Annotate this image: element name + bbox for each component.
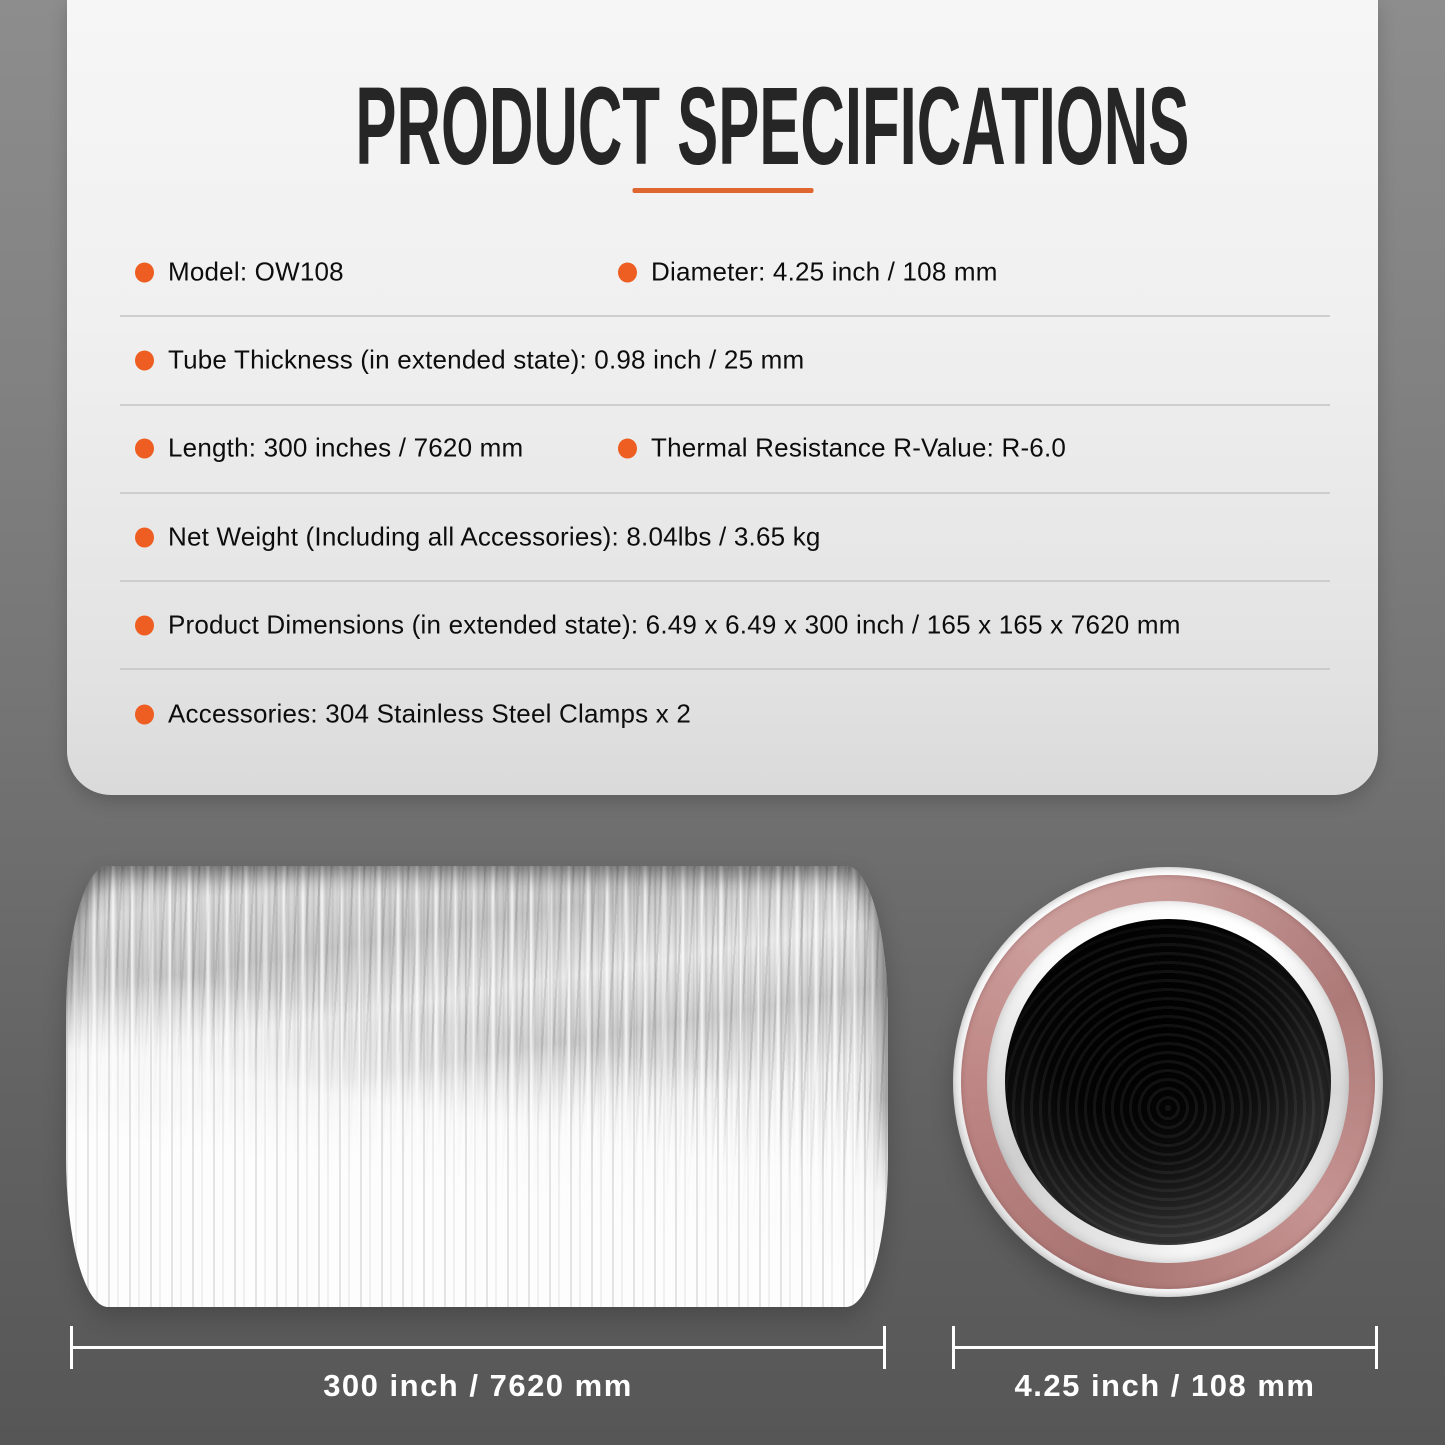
bullet-icon: [135, 262, 154, 282]
spec-text: Diameter: 4.25 inch / 108 mm: [651, 256, 998, 287]
diameter-dimension-label: 4.25 inch / 108 mm: [1014, 1368, 1316, 1403]
spec-item-r-value: [618, 433, 1066, 464]
length-dimension-label: 300 inch / 7620 mm: [323, 1368, 633, 1403]
dimension-line: [70, 1346, 886, 1349]
bullet-icon: [135, 704, 154, 724]
spec-text: Thermal Resistance R-Value: R-6.0: [651, 432, 1067, 463]
insulated-duct-side-photo: [66, 866, 888, 1307]
bullet-icon: [135, 350, 154, 370]
bullet-icon: [135, 438, 154, 458]
spec-item-length: [135, 433, 523, 464]
duct-interior: [1005, 919, 1331, 1245]
spec-text: Length: 300 inches / 7620 mm: [168, 432, 524, 463]
dimension-tick: [1375, 1326, 1378, 1369]
spec-text: Accessories: 304 Stainless Steel Clamps x 2: [168, 698, 692, 729]
dimension-tick: [883, 1326, 886, 1369]
row-divider: [120, 404, 1330, 406]
foil-crinkle-texture: [66, 866, 888, 1307]
bullet-icon: [135, 615, 154, 635]
title-underline: [632, 188, 813, 193]
bullet-icon: [618, 438, 637, 458]
bullet-icon: [135, 527, 154, 547]
spec-item-model: [135, 257, 344, 288]
spec-item-net-weight: [135, 522, 821, 553]
spec-text: Product Dimensions (in extended state): 6.49 x 6.49 x 300 inch / 165 x 165 x 7620 mm: [168, 609, 1181, 640]
specs-card: [67, 0, 1378, 795]
row-divider: [120, 580, 1330, 582]
row-divider: [120, 315, 1330, 317]
page-title: PRODUCT SPECIFICATIONS: [355, 65, 1190, 188]
row-divider: [120, 492, 1330, 494]
spec-text: Tube Thickness (in extended state): 0.98 inch / 25 mm: [168, 344, 805, 375]
bullet-icon: [618, 262, 637, 282]
spec-item-accessories: [135, 699, 691, 730]
spec-item-tube-thickness: [135, 345, 804, 376]
spec-item-product-dimensions: [135, 610, 1181, 641]
row-divider: [120, 668, 1330, 670]
spec-text: Net Weight (Including all Accessories): 8.04lbs / 3.65 kg: [168, 521, 821, 552]
duct-end-cross-section-photo: [953, 867, 1383, 1297]
dimension-line: [952, 1346, 1378, 1349]
spec-item-diameter: [618, 257, 998, 288]
spec-text: Model: OW108: [168, 256, 344, 287]
